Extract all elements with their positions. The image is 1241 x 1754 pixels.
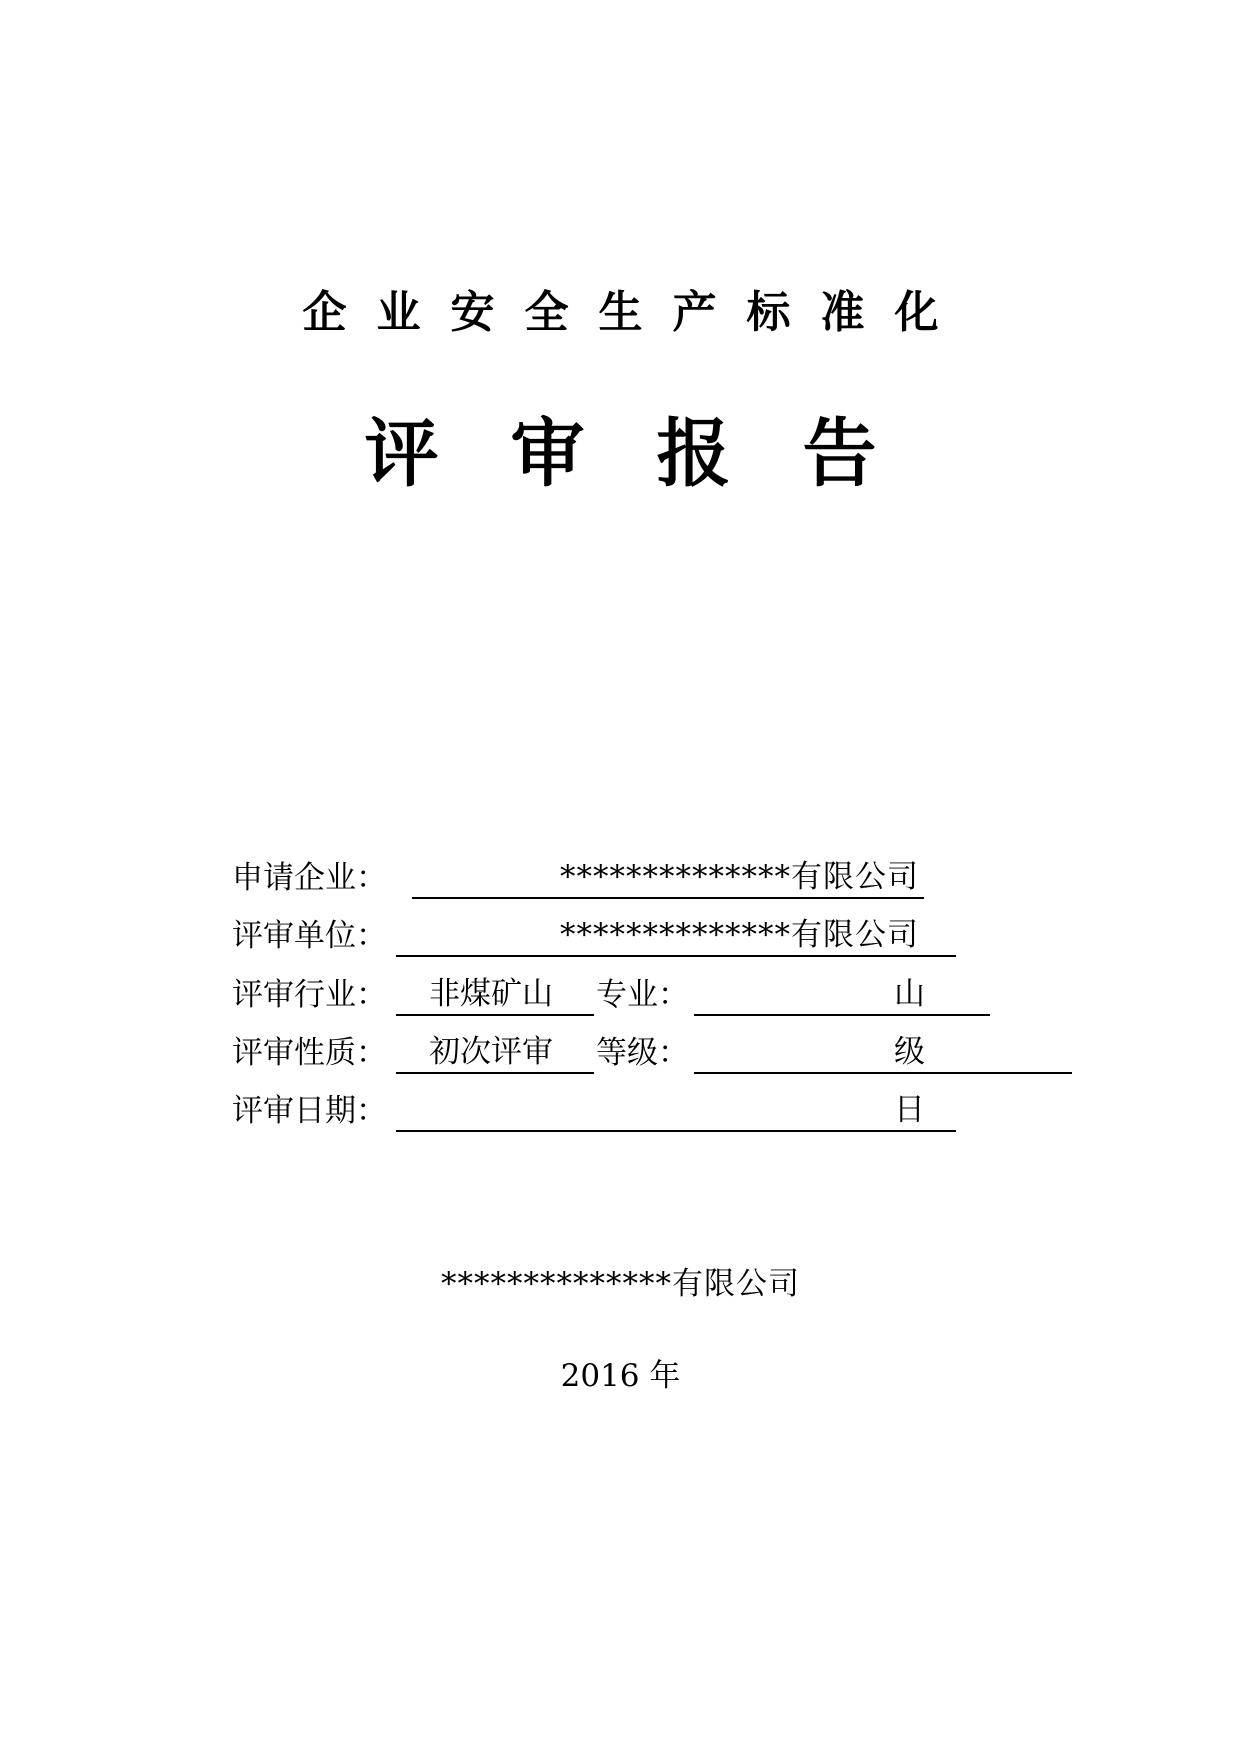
applicant-value: **************有限公司 bbox=[560, 859, 919, 895]
industry-value: 非煤矿山 bbox=[429, 976, 553, 1012]
date-value: 日 bbox=[894, 1092, 925, 1128]
footer-company: **************有限公司 bbox=[441, 1266, 800, 1302]
reviewer-label: 评审单位： bbox=[232, 918, 387, 954]
reviewer-field bbox=[396, 915, 956, 957]
nature-field bbox=[396, 1032, 594, 1074]
reviewer-value: **************有限公司 bbox=[560, 917, 919, 953]
date-field bbox=[396, 1090, 956, 1132]
industry-field bbox=[396, 974, 594, 1016]
footer-year: 2016 年 bbox=[560, 1358, 681, 1394]
applicant-field bbox=[412, 857, 924, 899]
applicant-label: 申请企业： bbox=[232, 860, 387, 896]
grade-field bbox=[694, 1032, 1072, 1074]
nature-label: 评审性质： bbox=[232, 1035, 387, 1071]
report-title-line2: 评审报告 bbox=[364, 411, 949, 497]
grade-value: 级 bbox=[894, 1034, 925, 1070]
nature-value: 初次评审 bbox=[429, 1034, 553, 1070]
specialty-field bbox=[694, 974, 990, 1016]
grade-label: 等级： bbox=[596, 1035, 689, 1071]
date-label: 评审日期： bbox=[232, 1093, 387, 1129]
specialty-value: 山 bbox=[894, 976, 925, 1012]
specialty-label: 专业： bbox=[596, 977, 689, 1013]
report-title-line1: 企业安全生产标准化 bbox=[302, 287, 969, 338]
industry-label: 评审行业： bbox=[232, 977, 387, 1013]
